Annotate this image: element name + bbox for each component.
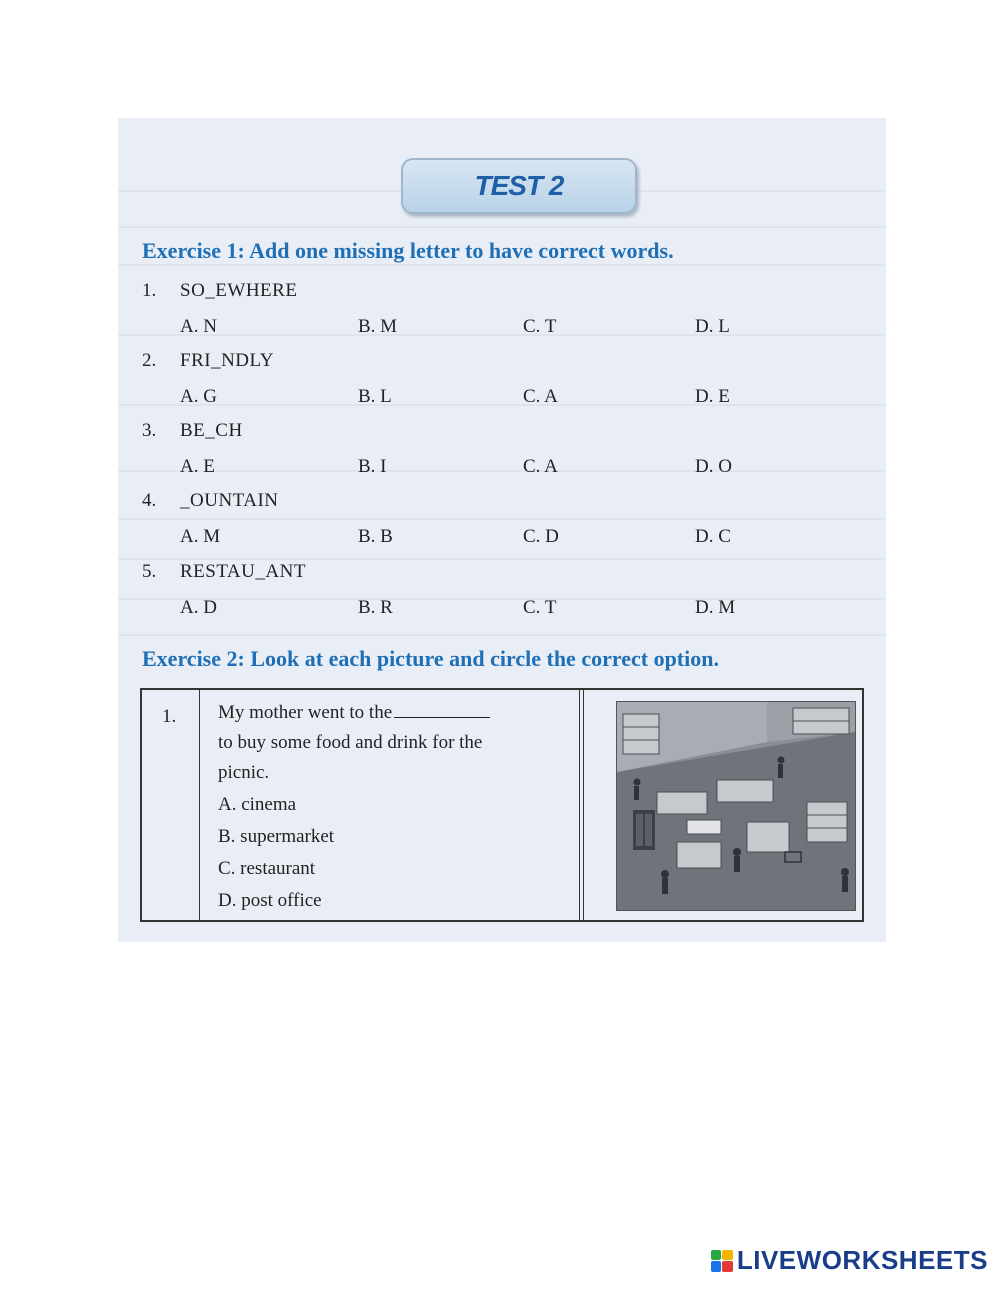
table-divider [199,690,200,920]
option-b[interactable]: B. R [358,597,393,618]
option-c[interactable]: C. restaurant [218,858,316,879]
option-b[interactable]: B. M [358,316,398,337]
option-d[interactable]: D. O [695,456,732,477]
test-title: TEST 2 [474,170,564,201]
question-number: 1. [142,280,157,301]
question-number: 2. [142,350,157,371]
supermarket-picture [616,701,856,911]
option-c[interactable]: C. D [523,526,559,547]
option-d[interactable]: D. L [695,316,730,337]
brand-name: LIVEWORKSHEETS [736,1245,988,1275]
option-d[interactable]: D. M [695,597,736,618]
question-word: BE_CH [180,420,243,441]
exercise2-table [140,688,864,922]
question-number: 4. [142,490,157,511]
liveworksheets-logo[interactable] [711,1245,988,1276]
option-a[interactable]: A. G [180,386,217,407]
option-a[interactable]: A. D [180,597,217,618]
option-a[interactable]: A. cinema [218,794,297,815]
option-b[interactable]: B. I [358,456,387,477]
question-word: SO_EWHERE [180,280,298,301]
option-d[interactable]: D. C [695,526,731,547]
test-title-box [401,158,637,214]
logo-mark-icon [711,1250,733,1272]
question-word: FRI_NDLY [180,350,274,371]
question-number: 3. [142,420,157,441]
option-d[interactable]: D. E [695,386,730,407]
option-a[interactable]: A. E [180,456,215,477]
option-c[interactable]: C. T [523,316,557,337]
answer-blank [394,703,490,718]
question-line-3: picnic. [218,762,270,783]
table-divider [583,690,584,920]
item-number: 1. [162,706,177,727]
option-a[interactable]: A. N [180,316,217,337]
question-word: _OUNTAIN [180,490,279,511]
option-a[interactable]: A. M [180,526,221,547]
option-c[interactable]: C. A [523,386,558,407]
supermarket-illustration [617,702,855,910]
question-number: 5. [142,561,157,582]
option-c[interactable]: C. T [523,597,557,618]
option-d[interactable]: D. post office [218,890,322,911]
question-line-2: to buy some food and drink for the [218,732,483,753]
exercise2-heading: Exercise 2: Look at each picture and circle the correct option. [142,646,719,671]
question-word: RESTAU_ANT [180,561,306,582]
question-line-1: My mother went to the [218,702,490,724]
option-c[interactable]: C. A [523,456,558,477]
option-b[interactable]: B. L [358,386,392,407]
option-b[interactable]: B. supermarket [218,826,335,847]
worksheet-scan [118,118,886,942]
exercise1-heading: Exercise 1: Add one missing letter to have correct words. [142,238,674,263]
table-divider [579,690,580,920]
option-b[interactable]: B. B [358,526,393,547]
